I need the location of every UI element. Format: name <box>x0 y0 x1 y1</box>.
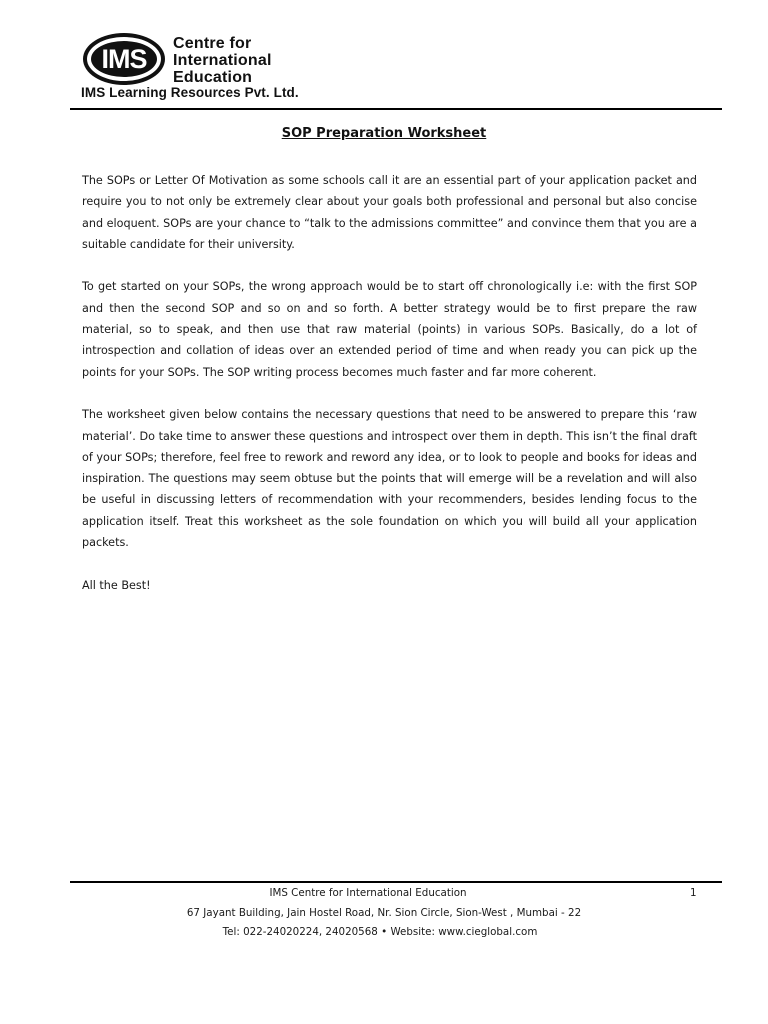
logo-title <box>173 35 272 86</box>
logo-title-line-1: Centre for <box>173 35 252 52</box>
ims-logo <box>83 33 323 103</box>
footer-divider <box>70 881 722 883</box>
footer-org-name: IMS Centre for International Education <box>269 887 467 899</box>
header-divider <box>70 108 722 110</box>
paragraph-intro: The SOPs or Letter Of Motivation as some schools call it are an essential part of your application packet and require you to not only be extremely clear about your goals both professional and personal but also concise and eloquent. SOPs are your chance to “talk to the admissions committee” and convince them that you are a suitable candidate for their university. <box>82 174 697 251</box>
paragraph-closing: All the Best! <box>82 578 151 592</box>
logo-subtitle: IMS Learning Resources Pvt. Ltd. <box>81 85 299 100</box>
footer-contact: Tel: 022-24020224, 24020568 • Website: www.cieglobal.com <box>222 926 538 938</box>
ims-logo-mark: IMS <box>101 44 147 74</box>
document-body <box>82 170 697 617</box>
footer-address: 67 Jayant Building, Jain Hostel Road, Nr. Sion Circle, Sion-West , Mumbai - 22 <box>186 907 582 919</box>
paragraph-worksheet: The worksheet given below contains the necessary questions that need to be answered to prepare this ‘raw material’. Do take time to answer these questions and introspect over them in depth. This isn’t the final draft of your SOPs; therefore, feel free to rework and reword any idea, or to look to people and books for ideas and inspiration. The questions may seem obtuse but the points that will emerge will be a revelation and will also be useful in discussing letters of recommendation with your recommenders, besides lending focus to the application itself. Treat this worksheet as the sole foundation on which you will build all your application packets. <box>82 408 697 550</box>
page-number: 1 <box>690 887 697 899</box>
document-title: SOP Preparation Worksheet <box>281 126 487 141</box>
paragraph-approach: To get started on your SOPs, the wrong approach would be to start off chronologically i.e: with the first SOP and then the second SOP and so on and so forth. A better strategy would be to first prepare the raw material, so to speak, and then use that raw material (points) in various SOPs. Basically, do a lot of introspection and collation of ideas over an extended period of time and when ready you can pick up the points for your SOPs. The SOP writing process becomes much faster and far more coherent. <box>82 280 697 379</box>
ims-logo-oval <box>83 33 165 85</box>
logo-title-line-2: International <box>173 52 272 69</box>
logo-title-line-3: Education <box>173 69 253 86</box>
